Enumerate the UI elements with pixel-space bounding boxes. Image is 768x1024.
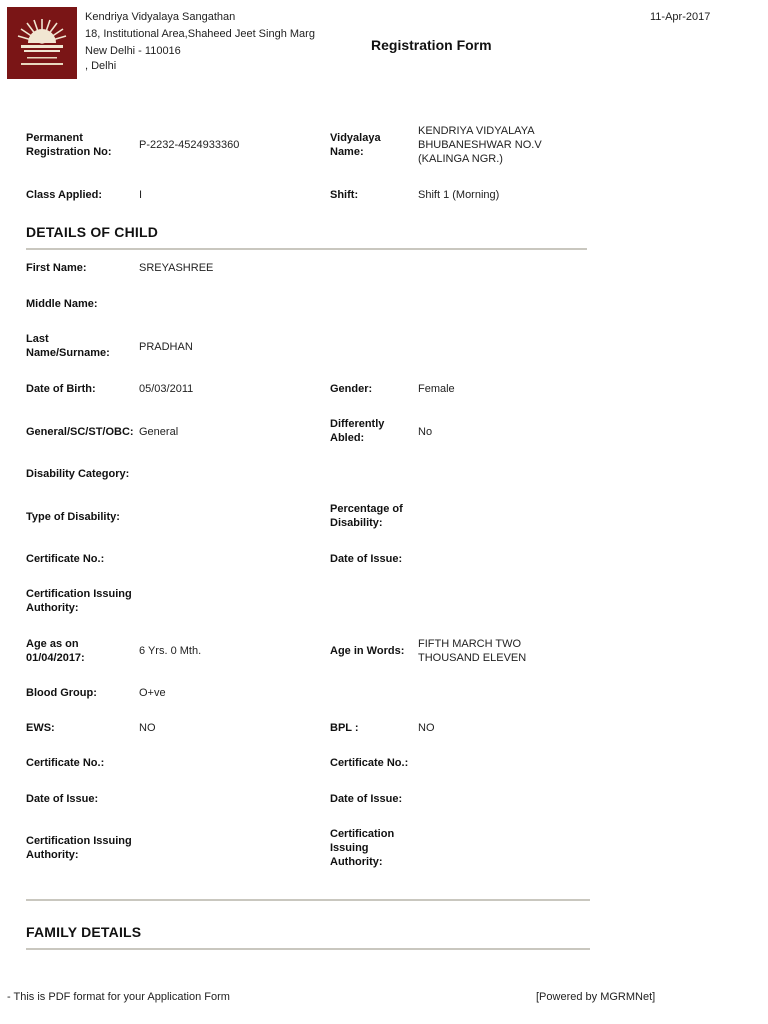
section-divider [26,899,590,901]
ews-label: EWS: [26,722,55,734]
section-divider [26,948,590,950]
last-name-label: Last Name/Surname: [26,333,110,359]
class-applied-value: I [139,189,143,201]
address-line-3: , Delhi [85,60,117,72]
bpl-certificate-no-label: Certificate No.: [330,757,409,769]
differently-abled-value: No [418,426,433,438]
blood-group-label: Blood Group: [26,687,97,699]
address-line-2: New Delhi - 110016 [85,45,181,57]
age-value: 6 Yrs. 0 Mth. [139,645,202,657]
reg-no-value: P-2232-4524933360 [139,139,240,151]
age-as-on-label: Age as on 01/04/2017: [26,638,85,664]
bpl-value: NO [418,722,435,734]
certificate-no-label: Certificate No.: [26,553,105,565]
kvs-emblem-icon [7,7,77,79]
differently-abled-label: Differently Abled: [330,418,385,444]
disability-category-label: Disability Category: [26,468,130,480]
percentage-of-disability-label: Percentage of Disability: [330,503,403,529]
dob-value: 05/03/2011 [139,383,194,395]
blood-group-value: O+ve [139,687,166,699]
age-in-words-label: Age in Words: [330,645,405,657]
age-in-words-value: FIFTH MARCH TWO THOUSAND ELEVEN [418,638,527,664]
bpl-label: BPL : [330,722,359,734]
section-divider [26,248,587,250]
address-line-1: 18, Institutional Area,Shaheed Jeet Singh Marg [85,28,315,40]
powered-by: [Powered by MGRMNet] [536,991,656,1003]
details-of-child-heading: DETAILS OF CHILD [26,224,159,240]
first-name-value: SREYASHREE [139,262,214,274]
footer-note: - This is PDF format for your Application Form [7,991,230,1003]
ews-date-of-issue-label: Date of Issue: [26,793,99,805]
date-of-issue-label: Date of Issue: [330,553,403,565]
bpl-certification-authority-label: Certification Issuing Authority: [330,828,395,868]
org-name: Kendriya Vidyalaya Sangathan [85,11,236,23]
family-details-heading: FAMILY DETAILS [26,924,142,940]
category-value: General [139,426,179,438]
form-date: 11-Apr-2017 [650,11,711,23]
vidyalaya-name-label: Vidyalaya Name: [330,132,381,158]
gender-value: Female [418,383,455,395]
form-title: Registration Form [371,37,492,53]
reg-no-label: Permanent Registration No: [26,132,112,158]
ews-certificate-no-label: Certificate No.: [26,757,105,769]
last-name-value: PRADHAN [139,341,193,353]
ews-value: NO [139,722,156,734]
gender-label: Gender: [330,383,373,395]
certification-authority-label: Certification Issuing Authority: [26,588,132,614]
first-name-label: First Name: [26,262,87,274]
vidyalaya-name-value: KENDRIYA VIDYALAYA BHUBANESHWAR NO.V (KALINGA NGR.) [418,125,542,165]
class-applied-label: Class Applied: [26,189,102,201]
dob-label: Date of Birth: [26,383,96,395]
bpl-date-of-issue-label: Date of Issue: [330,793,403,805]
type-of-disability-label: Type of Disability: [26,511,120,523]
middle-name-label: Middle Name: [26,298,98,310]
shift-value: Shift 1 (Morning) [418,189,500,201]
shift-label: Shift: [330,189,359,201]
ews-certification-authority-label: Certification Issuing Authority: [26,835,132,861]
category-label: General/SC/ST/OBC: [26,426,134,438]
